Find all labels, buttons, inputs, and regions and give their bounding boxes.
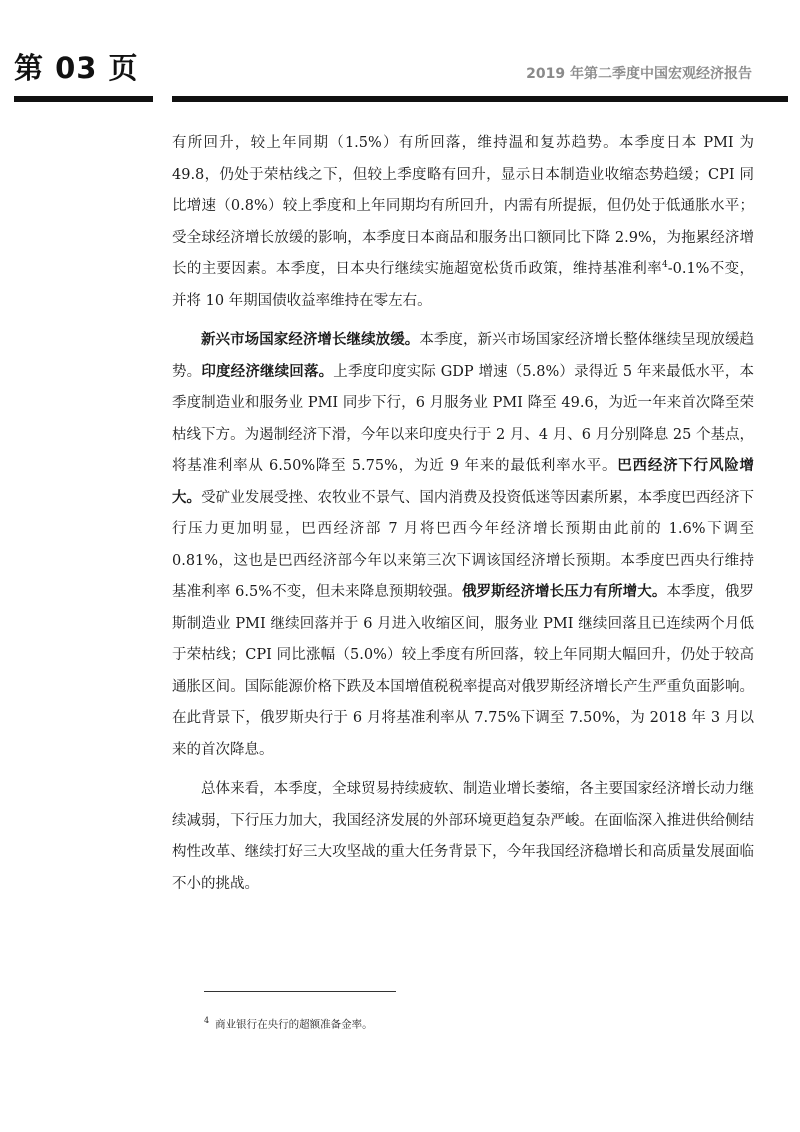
paragraph-japan-text-b: -0.1%不变，并将 10 年期国债收益率维持在零左右。: [172, 261, 754, 309]
heading-brazil: 巴西经济下行风险增大。: [172, 458, 754, 506]
paragraph-japan-text-a: 有所回升，较上年同期（1.5%）有所回落，维持温和复苏趋势。本季度日本 PMI 为 49.8，仍处于荣枯线之下，但较上季度略有回升，显示日本制造业收缩态势趋缓；CPI 同比增速（0.8%）较上季度和上年同期均有所回升，内需有所提振，但仍处于低通胀水平；受全球经济增长放缓的影响，本季度日本商品和服务出口额同比下降 2.9%，为拖累经济增长的主要因素。本季度，日本央行继续实施超宽松货币政策，维持基准利率: [172, 135, 754, 277]
text-emerging-markets: 本季度，新兴市场国家经济增长整体继续呈现放缓趋势。: [172, 332, 754, 380]
heading-india: 印度经济继续回落。: [201, 363, 334, 380]
report-running-title: 2019 年第二季度中国宏观经济报告: [526, 66, 752, 82]
header-rule-left: [14, 96, 153, 102]
paragraph-emerging-markets: [172, 325, 754, 766]
footnote-divider: [204, 991, 396, 992]
footnote-reference[interactable]: 4: [661, 260, 668, 271]
paragraph-summary: 总体来看，本季度，全球贸易持续疲软、制造业增长萎缩，各主要国家经济增长动力继续减弱，下行压力加大，我国经济发展的外部环境更趋复杂严峻。在面临深入推进供给侧结构性改革、继续打好三大攻坚战的重大任务背景下，今年我国经济稳增长和高质量发展面临不小的挑战。: [172, 781, 754, 892]
heading-russia: 俄罗斯经济增长压力有所增大。: [461, 584, 667, 600]
footnote: [204, 1013, 373, 1033]
footnote-mark: 4: [204, 1016, 210, 1025]
text-brazil: 受矿业发展受挫、农牧业不景气、国内消费及投资低迷等因素所累，本季度巴西经济下行压力更加明显，巴西经济部 7 月将巴西今年经济增长预期由此前的 1.6%下调至 0.81%，这也是巴西经济部今年以来第三次下调该国经济增长预期。本季度巴西央行维持基准利率 6.5%不变，但未来降息预期较强。: [172, 489, 755, 600]
text-russia: 本季度，俄罗斯制造业 PMI 继续回落并于 6 月进入收缩区间，服务业 PMI 继续回落且已连续两个月低于荣枯线；CPI 同比涨幅（5.0%）较上季度有所回落，较上年同期大幅回升，仍处于较高通胀区间。国际能源价格下跌及本国增值税税率提高对俄罗斯经济增长产生严重负面影响。在此背景下，俄罗斯央行于 6 月将基准利率从 7.75%下调至 7.50%，为 2018 年 3 月以来的首次降息。: [172, 584, 755, 758]
text-india: 上季度印度实际 GDP 增速（5.8%）录得近 5 年来最低水平，本季度制造业和服务业 PMI 同步下行，6 月服务业 PMI 降至 49.6，为近一年来首次降至荣枯线下方。为遏制经济下滑，今年以来印度央行于 2 月、4 月、6 月分别降息 25 个基点，将基准利率从 6.50%降至 5.75%，为近 9 年来的最低利率水平。: [172, 363, 754, 474]
paragraph-japan: [172, 128, 754, 317]
footnote-text: 商业银行在央行的超额准备金率。: [215, 1018, 373, 1031]
body-text: [172, 128, 754, 900]
heading-emerging-markets: 新兴市场国家经济增长继续放缓。: [201, 332, 420, 348]
header-rule-right: [172, 96, 788, 102]
page-number: 第 03 页: [14, 51, 139, 85]
